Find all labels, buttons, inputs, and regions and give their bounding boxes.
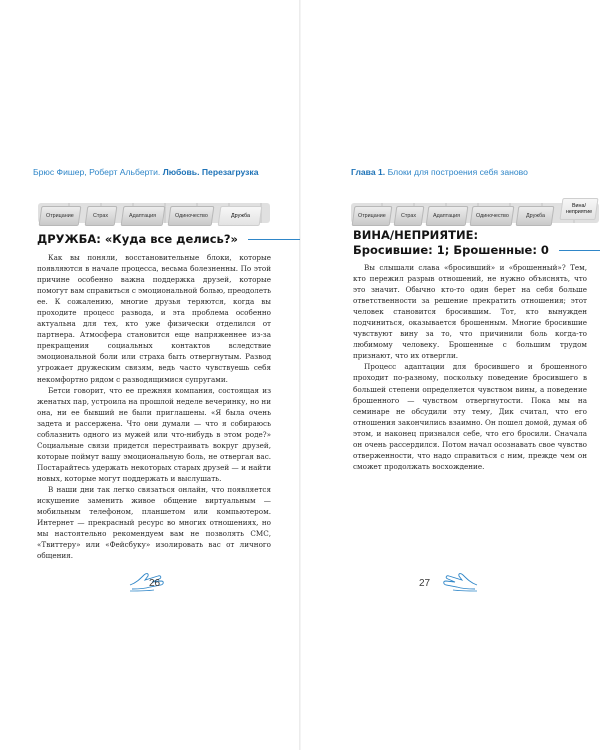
block-guilt-rejection: Вина/ неприятие bbox=[559, 198, 598, 220]
block-adaptation: Адаптация bbox=[121, 206, 166, 226]
block-denial: Отрицание bbox=[39, 206, 82, 226]
hand-icon bbox=[128, 565, 168, 593]
page-number: 26 bbox=[149, 578, 161, 589]
block-friendship: Дружба bbox=[516, 206, 555, 226]
title-underline bbox=[559, 250, 600, 252]
section-title-line1: ВИНА/НЕПРИЯТИЕ: bbox=[353, 228, 479, 242]
building-blocks-strip bbox=[351, 198, 599, 226]
running-header bbox=[351, 167, 528, 177]
block-fear: Страх bbox=[394, 206, 425, 226]
section-title-text: Бросившие: 1; Брошенные: 0 bbox=[353, 243, 549, 257]
paragraph: Процесс адаптации для бросившего и брошенного проходит по-разному, поскольку поведение бросившего в большей степени определяется чувством вины, а поведение брошенного — чувством отвергнутости. Пока мы на семинаре не обсудили эту тему, Дик считал, что его отношения закончились взаимно. Он пошел домой, думая об этом, и наконец признался себе, что его бросили. Сначала он очень рассердился. Потом начал осознавать свое чувство отверженности, что надо справиться с ним, прежде чем он сможет продолжать восхождение. bbox=[353, 362, 587, 471]
page-number: 27 bbox=[419, 578, 431, 589]
paragraph: Как вы поняли, восстановительные блоки, которые появляются в начале процесса, весьма болезненны. По этой причине особенно важна поддержка друзей, которые помогут вам справиться с эмоциональной болью, преодолеть ее. К сожалению, многие друзья теряются, когда вы проходите процесс развода, и эта проблема особенно актуальна для тех, кто уже физически отделился от партнера. Атмосфера становится еще напряженнее из-за прекращения социальных контактов вследствие эмоциональной боли или страха быть отвергнутым. Развод угрожает дружеским связям, ведь часто чувствуешь себя некомфортно рядом с разводящимися супругами. bbox=[37, 253, 271, 384]
paragraph: Вы слышали слава «бросивший» и «брошенный»? Тем, кто пережил разрыв отношений, не нужно объяснять, что это значит. Обычно кто-то один берет на себя больше ответственности за решение прекратить отношения; этот человек становится бросившим. Тот, кто вынужден подчиниться, оказывается брошенным. Многие бросившие чувствуют вину за то, что причинили боль когда-то любимому человеку. Брошенные с большим трудом признают, что их отвергли. bbox=[353, 263, 587, 361]
body-text bbox=[353, 262, 587, 472]
header-chapter: Глава 1. bbox=[351, 167, 386, 177]
hand-icon bbox=[439, 565, 479, 593]
paragraph: Бетси говорит, что ее прежняя компания, состоящая из женатых пар, устроила на прошлой неделе вечеринку, но ни она, ни ее бывший не были приглашены. «Я была очень задета и рассержена. Что они думали — что я собираюсь соблазнить одного из мужей или что-нибудь в этом роде?» Социальные связи придется перестраивать вокруг друзей, которые поймут вашу эмоциональную боль, не отвергая вас. Постарайтесь удержать некоторых старых друзей — и найти новых, которые могут поддержать и выслушать. bbox=[37, 385, 271, 483]
body-text bbox=[37, 252, 271, 561]
section-title-line2 bbox=[353, 243, 600, 257]
section-title-text: ДРУЖБА: «Куда все делись?» bbox=[37, 232, 238, 246]
building-blocks-strip bbox=[38, 198, 270, 226]
running-header bbox=[33, 167, 259, 177]
left-page bbox=[0, 0, 299, 750]
block-friendship: Дружба bbox=[218, 206, 263, 226]
block-denial: Отрицание bbox=[352, 206, 393, 226]
right-page bbox=[301, 0, 600, 750]
paragraph: В наши дни так легко связаться онлайн, что появляется искушение заменить живое общение виртуальным — мобильным телефоном, планшетом или компьютером. Интернет — прекрасный ресурс во многих отношениях, но мы настоятельно рекомендуем вам не позволять СМС, «Твиттеру» или «Фейсбуку» изолировать вас от личного общения. bbox=[37, 484, 271, 561]
block-loneliness: Одиночество bbox=[470, 206, 515, 226]
section-title bbox=[37, 232, 300, 246]
header-chapter-title: Блоки для построения себя заново bbox=[387, 167, 528, 177]
header-book-title: Любовь. Перезагрузка bbox=[162, 167, 259, 177]
block-adaptation: Адаптация bbox=[426, 206, 469, 226]
title-underline bbox=[248, 239, 300, 241]
block-fear: Страх bbox=[85, 206, 118, 226]
header-authors: Брюс Фишер, Роберт Альберти. bbox=[33, 167, 161, 177]
block-loneliness: Одиночество bbox=[168, 206, 215, 226]
